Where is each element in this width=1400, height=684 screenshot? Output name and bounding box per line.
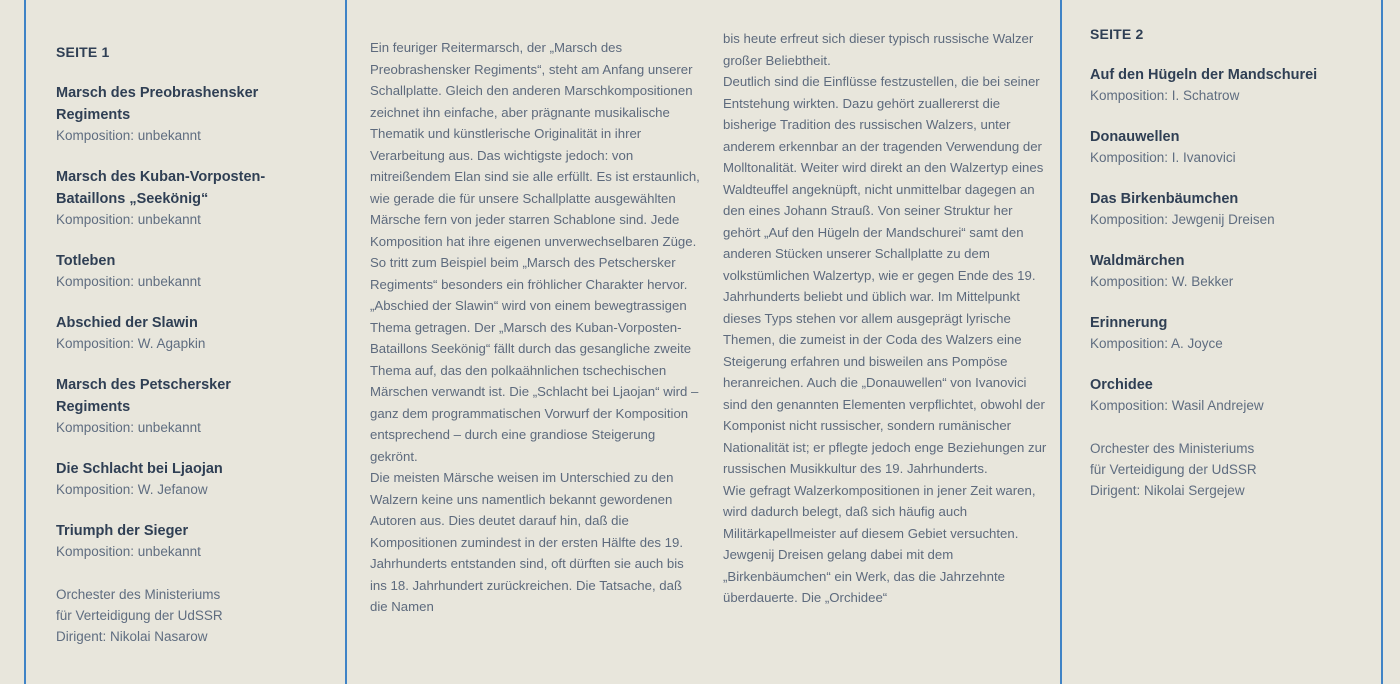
liner-notes-col3 [723,0,1048,684]
track-composer: Komposition: unbekannt [56,274,201,289]
track-title: Donauwellen [1090,129,1180,145]
track-entry [1090,188,1374,230]
track-entry [56,458,336,500]
track-composer: Komposition: Wasil Andrejew [1090,398,1264,413]
track-composer: Komposition: unbekannt [56,128,201,143]
frame-line-right [1381,0,1383,684]
track-composer: Komposition: A. Joyce [1090,336,1223,351]
notes-paragraph: Wie gefragt Walzerkompositionen in jener Zeit waren, wird dadurch belegt, daß sich häufig auch Militärkapellmeister auf diesem Gebiet versuchten. Jewgenij Dreisen gelang dabei mit dem „Birkenbäumchen“ ein Werk, das die Jahrzehnte überdauerte. Die „Orchidee“ [723,482,1036,605]
track-title: Waldmärchen [1090,253,1185,269]
side1-heading: SEITE 1 [56,44,110,60]
track-composer: Komposition: unbekannt [56,420,201,435]
orchestra-credit [56,584,336,647]
conductor-line: Dirigent: Nikolai Nasarow [56,629,208,644]
track-entry [1090,126,1374,168]
track-entry [1090,250,1374,292]
track-title: Marsch des Petschersker Regiments [56,377,231,415]
notes-paragraph: bis heute erfreut sich dieser typisch russische Walzer großer Beliebtheit. [723,31,1034,68]
orchestra-line: Orchester des Ministeriums [56,587,221,602]
track-entry [1090,64,1374,106]
track-entry [56,374,336,438]
notes-paragraph: Ein feuriger Reitermarsch, der „Marsch des Preobrashensker Regiments“, steht am Anfang unserer Schallplatte. Gleich den anderen Marschkompositionen zeichnet ihn einfache, aber prägnante musikalische Thematik und künstlerische Originalität in ihrer Verarbeitung aus. Das wichtigste jedoch: von mitreißendem Elan sind sie alle erfüllt. Es ist erstaunlich, wie gerade die für unsere Schallplatte ausgewählten Märsche fern von jeder starren Schablone sind. Jede Komposition hat ihre eigenen unverwechselbaren Züge. So tritt zum Beispiel beim „Marsch des Petschersker Regiments“ besonders ein fröhlicher Charakter hervor. „Abschied der Slawin“ wird von einem bewegtrassigen Thema getragen. Der „Marsch des Kuban-Vorposten-Bataillons Seekönig“ fällt durch das gesangliche zweite Thema auf, das den polkaähnlichen tschechischen Märschen verwandt ist. Die „Schlacht bei Ljaojan“ wird – ganz dem programmatischen Vorwurf der Komposition entsprechend – durch eine grandiose Steigerung gekrönt. [370,40,700,464]
frame-line-col3 [1060,0,1062,684]
track-composer: Komposition: unbekannt [56,544,201,559]
orchestra-line: für Verteidigung der UdSSR [56,608,223,623]
notes-paragraph: Deutlich sind die Einflüsse festzustellen, die bei seiner Entstehung wirkten. Dazu gehört zuallererst die bisherige Tradition des russischen Walzers, unter anderem erkennbar an der tragenden Verwendung der Molltonalität. Weiter wird direkt an den Walzertyp eines Waldteuffel angeknüpft, nicht unmittelbar dagegen an den eines Johann Strauß. Von seiner Struktur her gehört „Auf den Hügeln der Mandschurei“ samt den anderen Stücken unserer Schallplatte zu dem volkstümlichen Walzertyp, wie er gegen Ende des 19. Jahrhunderts beliebt und üblich war. Im Mittelpunkt dieses Typs stehen vor allem ausgeprägt lyrische Themen, die zumeist in der Coda des Walzers eine Steigerung erfahren und bisweilen ans Pompöse heranreichen. Auch die „Donauwellen“ von Ivanovici sind den genannten Elementen verpflichtet, obwohl der Komponist nicht russischer, sondern rumänischer Nationalität ist; er pflegte jedoch enge Beziehungen zur russischen Musikkultur des 19. Jahrhunderts. [723,74,1047,476]
track-composer: Komposition: unbekannt [56,212,201,227]
track-entry [56,166,336,230]
track-composer: Komposition: Jewgenij Dreisen [1090,212,1275,227]
track-entry [1090,374,1374,416]
track-composer: Komposition: I. Ivanovici [1090,150,1236,165]
track-title: Triumph der Sieger [56,523,189,539]
track-title: Auf den Hügeln der Mandschurei [1090,67,1318,83]
track-title: Orchidee [1090,377,1153,393]
track-title: Totleben [56,253,116,269]
frame-line-left [24,0,26,684]
track-composer: Komposition: W. Bekker [1090,274,1234,289]
track-composer: Komposition: W. Agapkin [56,336,206,351]
orchestra-credit [1090,438,1374,501]
track-entry [56,250,336,292]
track-entry [56,82,336,146]
orchestra-line: für Verteidigung der UdSSR [1090,462,1257,477]
track-entry [56,312,336,354]
track-entry [56,520,336,562]
side2-tracklist [1090,0,1374,684]
track-title: Das Birkenbäumchen [1090,191,1239,207]
track-title: Marsch des Kuban-Vorposten-Bataillons „Seekönig“ [56,169,266,207]
frame-line-col1 [345,0,347,684]
track-composer: Komposition: W. Jefanow [56,482,208,497]
orchestra-line: Orchester des Ministeriums [1090,441,1255,456]
track-composer: Komposition: I. Schatrow [1090,88,1240,103]
track-title: Erinnerung [1090,315,1168,331]
side2-heading: SEITE 2 [1090,26,1144,42]
track-title: Marsch des Preobrashensker Regiments [56,85,259,123]
conductor-line: Dirigent: Nikolai Sergejew [1090,483,1245,498]
liner-notes-col2 [370,0,700,684]
track-title: Die Schlacht bei Ljaojan [56,461,223,477]
side1-tracklist [56,0,336,684]
track-entry [1090,312,1374,354]
track-title: Abschied der Slawin [56,315,198,331]
notes-paragraph: Die meisten Märsche weisen im Unterschied zu den Walzern keine uns namentlich bekannt gewordenen Autoren aus. Dies deutet darauf hin, daß die Kompositionen zumindest in der ersten Hälfte des 19. Jahrhunderts entstanden sind, oft dürften sie auch bis ins 18. Jahrhundert zurückreichen. Die Tatsache, daß die Namen [370,470,684,614]
